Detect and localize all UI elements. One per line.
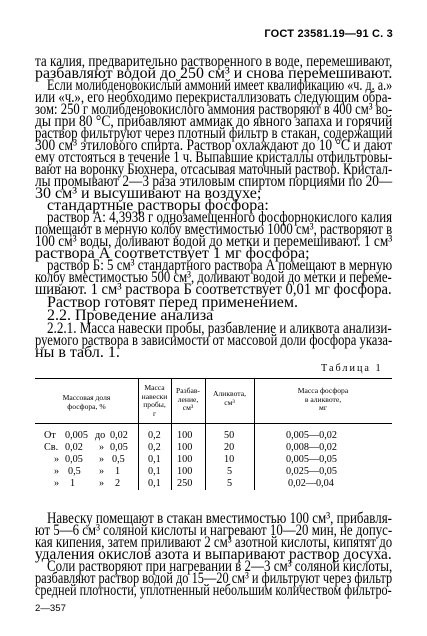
table-header-rule — [35, 423, 392, 424]
text-line: руемого раствора в зависимости от массовой доли фосфора указа- — [35, 332, 393, 349]
running-head: ГОСТ 23581.19—91 С. 3 — [264, 28, 393, 40]
table-cell: 2 — [115, 478, 121, 489]
table-cell: 20 — [224, 442, 235, 453]
table-cell: 0,1 — [148, 454, 161, 465]
table-cell: 0,025—0,05 — [286, 466, 337, 477]
text-line: или «ч.», его необходимо перекристаллизовать следующим обра- — [35, 89, 392, 106]
table-cell: 0,005—0,05 — [286, 454, 337, 465]
table-cell: 5 — [227, 478, 233, 489]
table-cell: От — [44, 430, 56, 441]
table-header-line: пробы, — [143, 400, 166, 410]
table-header-line: фосфора, % — [67, 401, 106, 411]
table-cell: » — [54, 478, 60, 489]
table-cell: » — [99, 442, 105, 453]
text-line: ему отстояться в течение 1 ч. Выпавшие кристаллы отфильтровы- — [35, 149, 393, 166]
table-header-dilution — [171, 387, 205, 413]
table-header-line: Разбав- — [176, 386, 200, 395]
text-line: вают на воронку Бюхнера, отсасывая маточный раствор. Кристал- — [35, 161, 393, 178]
text-line: Раствор готовят перед применением. — [47, 294, 299, 311]
table-cell: 0,02 — [110, 430, 128, 441]
table-header-line: Масса фосфора — [297, 386, 349, 395]
table-cell: Св. — [44, 442, 59, 453]
table-header-line: Масса — [144, 383, 165, 392]
text-line: кая кипения, затем приливают 2 см³ азотной кислоты, кипятят до — [35, 534, 393, 551]
table-cell: » — [99, 466, 105, 477]
text-line: разбавляют водой до 250 см³ и снова перемешивают. — [35, 65, 393, 82]
table-cell: 100 — [177, 466, 193, 477]
table-header-line: в аликвоте, — [304, 394, 342, 404]
table-header-line: навески — [141, 391, 168, 401]
table-cell: 100 — [177, 442, 193, 453]
text-line: 100 см³ воды, доливают водой до метки и перемешивают. 1 см³ — [35, 233, 393, 250]
text-line: та калия, предварительно растворенного в воде, перемешивают, — [35, 53, 393, 70]
table-cell: 0,2 — [148, 430, 161, 441]
table-cell: » — [99, 478, 105, 489]
table-cell: 0,02—0,04 — [288, 478, 334, 489]
text-line: помещают в мерную колбу вместимостью 1000 см³, растворяют в — [35, 221, 393, 238]
section-heading: 2.2. Проведение анализа — [47, 307, 214, 324]
text-line: стандартные растворы фосфора: — [47, 197, 269, 214]
table-cell: 5 — [227, 466, 233, 477]
table-cell: 0,005—0,02 — [286, 430, 337, 441]
text-line: ды при 80 °С, прибавляют аммиак до явного запаха и горячий — [35, 113, 393, 130]
text-line: Если молибденовокислый аммоний имеет квалификацию «ч. д. а.» — [47, 77, 393, 94]
table-header-line: г — [152, 408, 157, 418]
table-cell: 0,1 — [148, 466, 161, 477]
table-cell: » — [99, 454, 105, 465]
text-line: лы промывают 2—3 раза этиловым спиртом порциями по 20— — [35, 173, 393, 190]
text-line: ют 5—6 см³ соляной кислоты и нагревают 10—20 мин, не допус- — [35, 522, 393, 539]
table-cell: 0,5 — [68, 466, 81, 477]
table-caption: Таблица 1 — [321, 363, 383, 374]
table-cell: 10 — [224, 454, 235, 465]
table-header-aliquot — [205, 390, 254, 407]
table-header-line: см³ — [224, 397, 235, 407]
table-header-line: Аликвота, — [213, 389, 246, 398]
table-cell: 0,008—0,02 — [286, 442, 337, 453]
text-line: Навеску помещают в стакан вместимостью 100 см³, прибавля- — [47, 510, 392, 527]
table-cell: 0,5 — [112, 454, 125, 465]
table-cell: до — [95, 430, 106, 441]
table-cell: 1 — [70, 478, 76, 489]
table-cell: 250 — [177, 478, 193, 489]
text-line: колбу вместимостью 500 см³, доливают водой до метки и переме- — [35, 269, 392, 286]
text-line: раствора А соответствует 1 мг фосфора; — [35, 245, 310, 262]
table-cell: 0,05 — [110, 442, 128, 453]
table-cell: 100 — [177, 454, 193, 465]
table-cell: 100 — [177, 430, 193, 441]
table-header-line: ление, — [177, 394, 199, 404]
signature-mark: 2—357 — [35, 603, 66, 614]
table-cell: 0,005 — [65, 430, 88, 441]
text-line: 30 см³ и высушивают на воздухе; — [35, 185, 262, 202]
table-header-mass-fraction — [35, 394, 138, 411]
table-cell: 0,05 — [65, 454, 83, 465]
table-header-line: см³ — [182, 403, 194, 413]
text-line: ны в табл. 1. — [35, 344, 120, 361]
text-line: зом: 250 г молибденовокислого аммония растворяют в 400 см³ во- — [35, 101, 393, 118]
text-line: раствор А: 4,3938 г однозамещенного фосфорнокислого калия — [47, 209, 393, 226]
table-cell: 1 — [115, 466, 121, 477]
table-header-line: мг — [319, 403, 327, 413]
text-line: средней плотности, уплотненный небольшим количеством фильтро- — [35, 582, 392, 599]
text-line: раствор Б: 5 см³ стандартного раствора А помещают в мерную — [47, 257, 393, 274]
text-line: 2.2.1. Масса навески пробы, разбавление и аликвота анализи- — [47, 320, 392, 337]
table-top-rule — [35, 378, 392, 379]
table-header-line: Массовая доля — [62, 393, 111, 402]
text-line: Соли растворяют при нагревании в 2—3 см³ соляной кислоты, — [47, 558, 393, 575]
table-cell: 0,1 — [148, 478, 161, 489]
table-cell: 0,02 — [65, 442, 83, 453]
table-cell: 50 — [224, 430, 235, 441]
table-cell: » — [54, 466, 60, 477]
table-header-sample-mass — [138, 384, 171, 418]
text-line: разбавляют раствор водой до 15—20 см³ и фильтруют через фильтр — [35, 570, 393, 587]
text-line: раствор фильтруют через плотный фильтр в стакан, содержащий — [35, 125, 393, 142]
table-cell: 0,2 — [148, 442, 161, 453]
text-line: удаления окислов азота и выпаривают раствор досуха. — [35, 546, 392, 563]
table-header-phosphorus-mass — [254, 387, 392, 413]
text-line: 300 см³ этилового спирта. Раствор охлаждают до 10 °С и дают — [35, 137, 393, 154]
table-cell: » — [54, 454, 60, 465]
text-line: шивают. 1 см³ раствора Б соответствует 0,01 мг фосфора. — [35, 281, 392, 298]
